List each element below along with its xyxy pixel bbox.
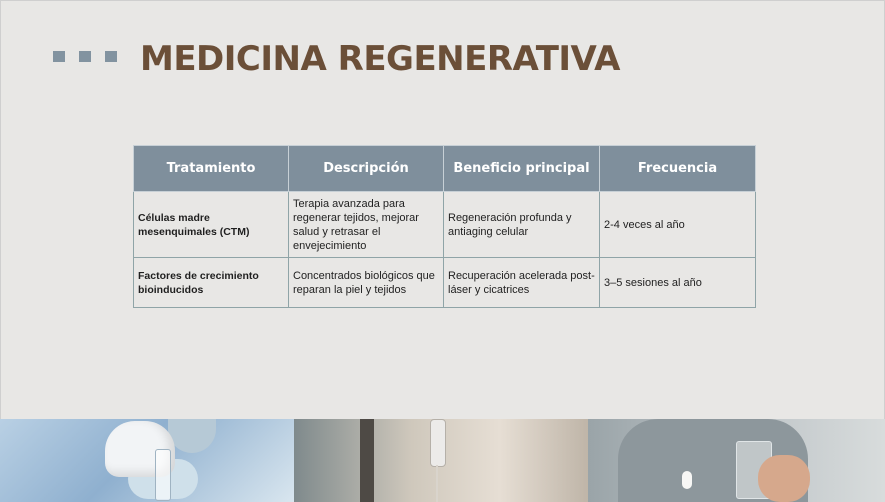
treatment-frequency: 3–5 sesiones al año — [600, 258, 756, 308]
treatment-name: Células madre mesenquimales (CTM) — [134, 192, 289, 258]
table-row — [134, 258, 756, 308]
drip-chamber-shape — [430, 419, 446, 467]
square-icon — [53, 51, 65, 62]
square-icon — [79, 51, 91, 62]
person-with-pill-and-water-photo — [588, 419, 885, 502]
table-header-row — [134, 146, 756, 192]
treatment-benefit: Recuperación acelerada post-láser y cicatrices — [444, 258, 600, 308]
surgical-cap-shape — [168, 419, 216, 453]
treatment-description: Terapia avanzada para regenerar tejidos, mejorar salud y retrasar el envejecimiento — [289, 192, 444, 258]
header-treatment: Tratamiento — [134, 146, 289, 192]
treatment-benefit: Regeneración profunda y antiaging celular — [444, 192, 600, 258]
slide-title: MEDICINA REGENERATIVA — [140, 39, 620, 79]
header-benefit: Beneficio principal — [444, 146, 600, 192]
treatment-description: Concentrados biológicos que reparan la piel y tejidos — [289, 258, 444, 308]
lab-researcher-photo — [0, 419, 294, 502]
iv-tube-shape — [436, 465, 438, 502]
photo-strip — [0, 419, 885, 502]
square-icon — [105, 51, 117, 62]
treatment-name: Factores de crecimiento bioinducidos — [134, 258, 289, 308]
iv-drip-photo — [294, 419, 588, 502]
treatment-frequency: 2-4 veces al año — [600, 192, 756, 258]
pill-icon — [682, 471, 692, 489]
treatments-table — [133, 145, 756, 308]
decorative-squares — [53, 51, 117, 62]
table-row — [134, 192, 756, 258]
hand-shape — [758, 455, 810, 502]
header-frequency: Frecuencia — [600, 146, 756, 192]
header-description: Descripción — [289, 146, 444, 192]
vial-shape — [155, 449, 171, 501]
iv-pole-shape — [360, 419, 374, 502]
